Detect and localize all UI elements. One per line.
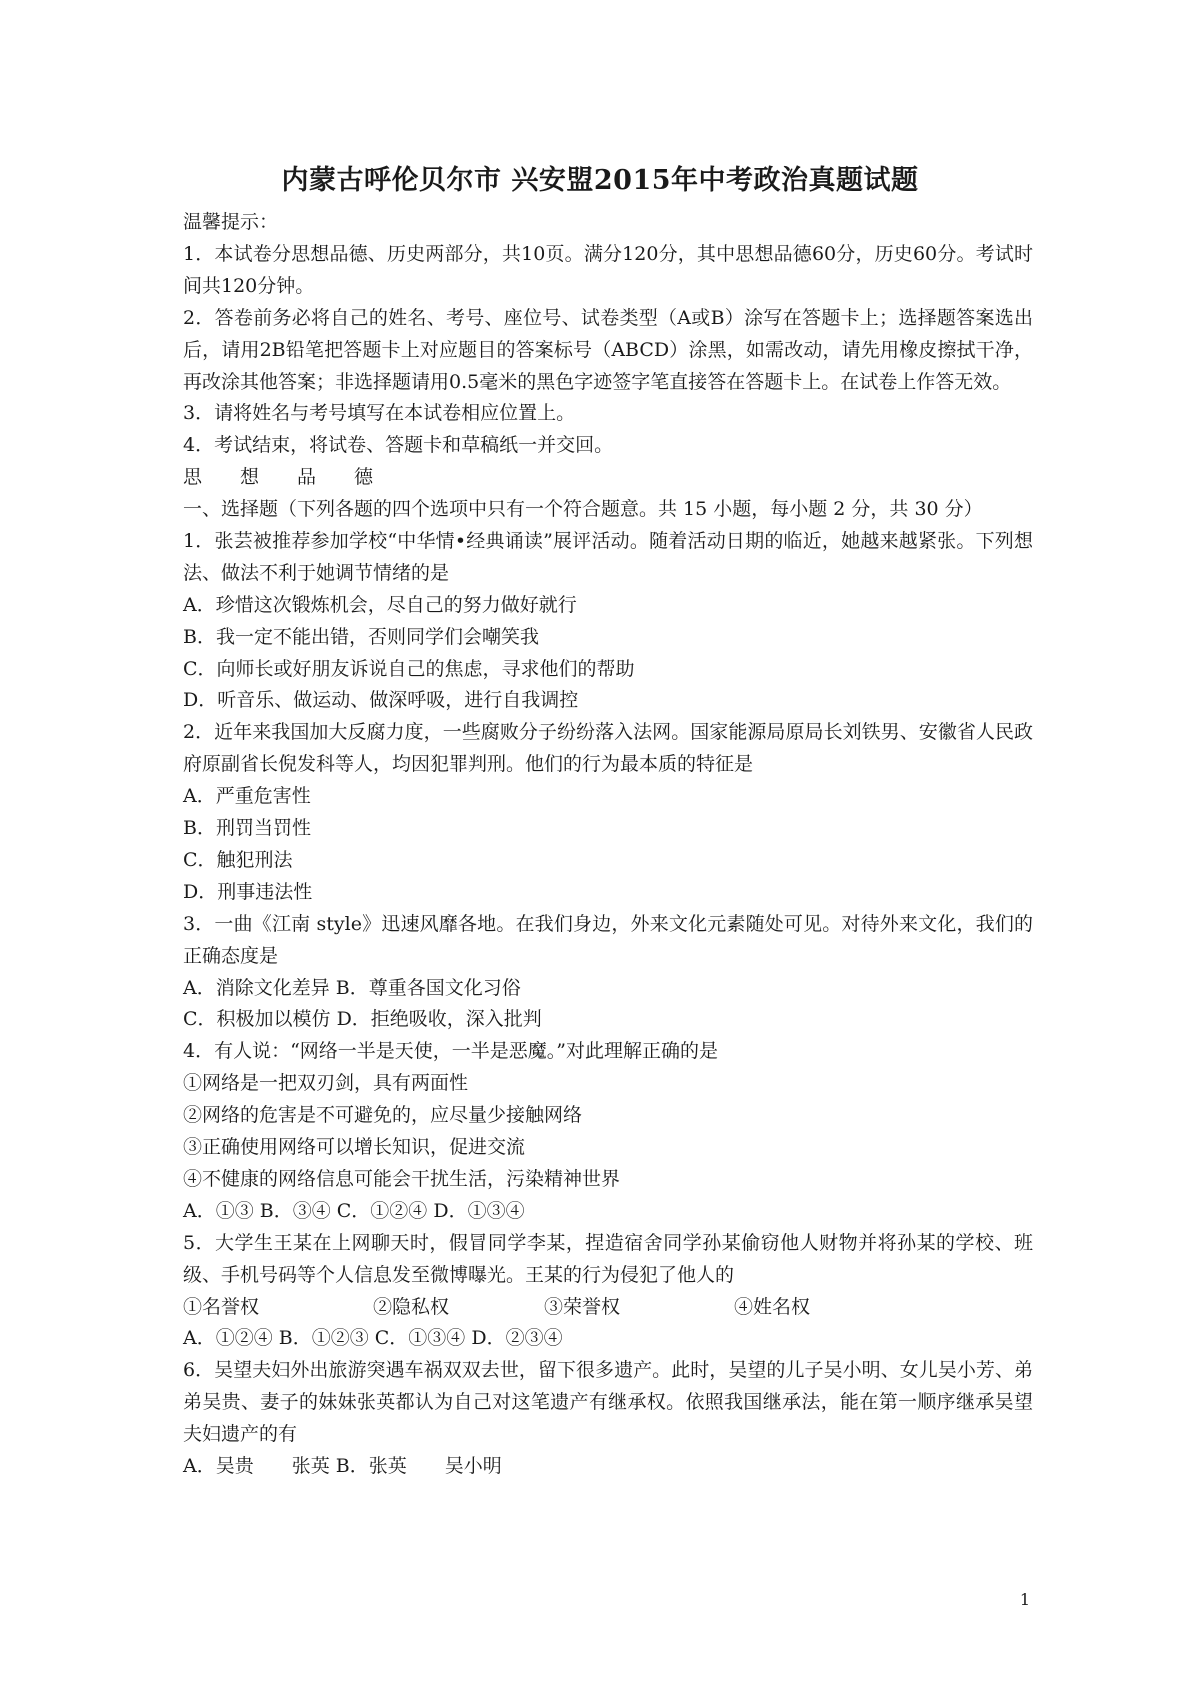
tip-item: 4．考试结束，将试卷、答题卡和草稿纸一并交回。 [183, 434, 614, 457]
exam-body [183, 207, 1033, 1483]
question-option: A．严重危害性 [183, 785, 311, 808]
question-option: A．消除文化差异 B．尊重各国文化习俗 [183, 976, 521, 999]
question-option: ③正确使用网络可以增长知识，促进交流 [183, 1136, 526, 1159]
question-option: A．①②④ B．①②③ C．①③④ D．②③④ [183, 1327, 563, 1350]
question-option: A．①③ B．③④ C．①②④ D．①③④ [183, 1199, 525, 1222]
question-option: ①网络是一把双刃剑，具有两面性 [183, 1072, 469, 1095]
subject-heading: 思 想 品 德 [183, 466, 374, 489]
question-stem: 6．吴望夫妇外出旅游突遇车祸双双去世，留下很多遗产。此时，吴望的儿子吴小明、女儿吴小芳、弟弟吴贵、妻子的妹妹张英都认为自己对这笔遗产有继承权。依照我国继承法，能在第一顺序继承吴望夫妇遗产的有 [183, 1359, 1033, 1446]
question-option: C．向师长或好朋友诉说自己的焦虑，寻求他们的帮助 [183, 657, 635, 680]
question-option: D．听音乐、做运动、做深呼吸，进行自我调控 [183, 689, 579, 712]
question-stem: 2．近年来我国加大反腐力度，一些腐败分子纷纷落入法网。国家能源局原局长刘铁男、安徽省人民政府原副省长倪发科等人，均因犯罪判刑。他们的行为最本质的特征是 [183, 721, 1033, 776]
tip-item: 1．本试卷分思想品德、历史两部分，共10页。满分120分，其中思想品德60分，历史60分。考试时间共120分钟。 [183, 242, 1033, 297]
question-stem: 4．有人说：“网络一半是天使，一半是恶魔。”对此理解正确的是 [183, 1040, 719, 1063]
section-heading: 一、选择题（下列各题的四个选项中只有一个符合题意。共 15 小题，每小题 2 分，共 30 分） [183, 498, 983, 521]
question-option: ④不健康的网络信息可能会干扰生活，污染精神世界 [183, 1167, 621, 1190]
question-option: D．刑事违法性 [183, 880, 313, 903]
question-stem: 1．张芸被推荐参加学校“中华情•经典诵读”展评活动。随着活动日期的临近，她越来越紧张。下列想法、做法不利于她调节情绪的是 [183, 530, 1033, 584]
question-option: B．我一定不能出错，否则同学们会嘲笑我 [183, 625, 539, 648]
tip-item: 2．答卷前务必将自己的姓名、考号、座位号、试卷类型（A或B）涂写在答题卡上；选择题答案选出后，请用2B铅笔把答题卡上对应题目的答案标号（ABCD）涂黑，如需改动，请先用橡皮擦拭干净，再改涂其他答案；非选择题请用0.5毫米的黑色字迹签字笔直接答在答题卡上。在试卷上作答无效。 [183, 306, 1033, 393]
question-option: A．珍惜这次锻炼机会，尽自己的努力做好就行 [183, 593, 577, 616]
page-number: 1 [1019, 1590, 1030, 1609]
question-option: C．积极加以模仿 D．拒绝吸收，深入批判 [183, 1008, 542, 1031]
question-option: A．吴贵 张英 B．张英 吴小明 [183, 1455, 502, 1477]
page-title: 内蒙古呼伦贝尔市 兴安盟2015年中考政治真题试题 [281, 165, 919, 196]
tips-heading: 温馨提示： [183, 211, 279, 233]
question-option: ②网络的危害是不可避免的，应尽量少接触网络 [183, 1104, 583, 1127]
question-stem: 5．大学生王某在上网聊天时，假冒同学李某，捏造宿舍同学孙某偷窃他人财物并将孙某的学校、班级、手机号码等个人信息发至微博曝光。王某的行为侵犯了他人的 [183, 1231, 1033, 1286]
question-option: B．刑罚当罚性 [183, 817, 311, 840]
tip-item: 3．请将姓名与考号填写在本试卷相应位置上。 [183, 402, 576, 425]
question-option: ①名誉权 ②隐私权 ③荣誉权 ④姓名权 [183, 1295, 811, 1318]
question-stem: 3．一曲《江南 style》迅速风靡各地。在我们身边，外来文化元素随处可见。对待外来文化，我们的正确态度是 [183, 912, 1033, 967]
question-option: C．触犯刑法 [183, 848, 293, 871]
